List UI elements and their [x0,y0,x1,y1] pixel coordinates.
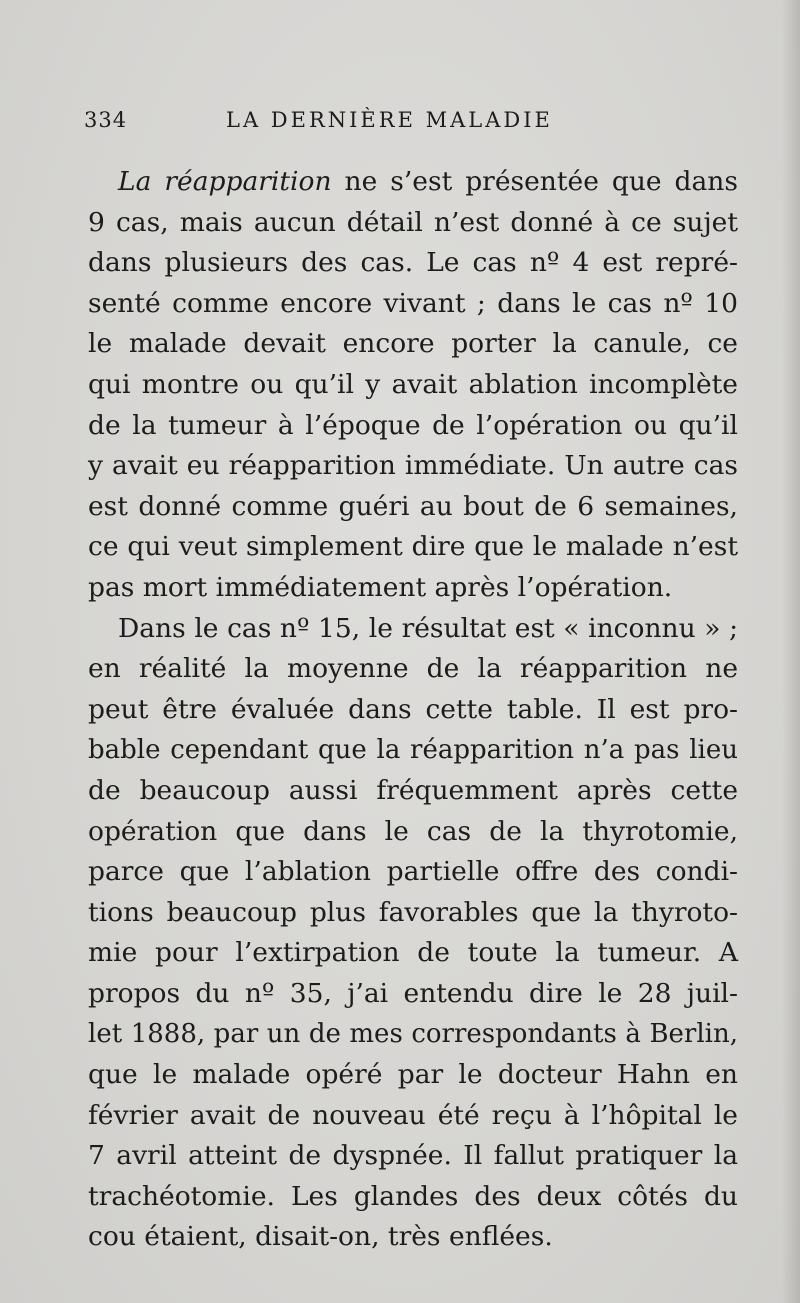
text-line: que le malade opéré par le docteur Hahn en [88,1059,738,1091]
text-line: parce que l’ablation partielle offre des condi- [88,856,738,888]
text-line: ce qui veut simplement dire que le malade n’est [88,531,738,563]
text-line: mie pour l’extirpation de toute la tumeur. A [88,937,738,969]
page-edge-shadow [782,0,800,1303]
text-line: trachéotomie. Les glandes des deux côtés du [88,1180,738,1212]
text-line: cou étaient, disait-on, très enflées. [88,1221,553,1253]
text-line: 9 cas, mais aucun détail n’est donné à ce sujet [88,206,738,238]
text-line: senté comme encore vivant ; dans le cas nº 10 [88,287,738,319]
text-line: de beaucoup aussi fréquemment après cette [88,774,738,806]
text-line: le malade devait encore porter la canule, ce [88,328,738,360]
text-line [88,162,738,203]
text-line: y avait eu réapparition immédiate. Un autre cas [88,450,738,482]
running-head-title: LA DERNIÈRE MALADIE [226,108,553,132]
line-rest: ne s’est présentée que dans [331,166,738,197]
running-head [84,108,604,138]
text-line: 7 avril atteint de dyspnée. Il fallut pratiquer la [88,1140,738,1172]
text-line: bable cependant que la réapparition n’a pas lieu [88,735,738,766]
text-line: opération que dans le cas de la thyrotomie, [88,815,738,847]
text-line: pas mort immédiatement après l’opération. [88,571,673,603]
text-line: let 1888, par un de mes correspondants à Berlin, [88,1019,738,1050]
italic-phrase: La réapparition [118,166,332,197]
text-line: de la tumeur à l’époque de l’opération ou qu’il [88,409,738,441]
text-line: est donné comme guéri au bout de 6 semaines, [88,490,738,522]
text-line: tions beaucoup plus favorables que la thyroto- [88,896,738,928]
text-line: en réalité la moyenne de la réapparition ne [88,653,738,685]
text-line: propos du nº 35, j’ai entendu dire le 28 juil- [88,977,738,1009]
page-number: 334 [84,108,128,132]
text-line: Dans le cas nº 15, le résultat est « inconnu » ; [118,612,738,644]
paragraph-2 [88,609,738,1259]
text-line: février avait de nouveau été reçu à l’hôpital le [88,1099,738,1131]
text-line: dans plusieurs des cas. Le cas nº 4 est repré- [88,247,738,279]
text-line: qui montre ou qu’il y avait ablation incomplète [88,368,738,400]
paragraph-1 [88,162,738,609]
body-text [88,162,738,1258]
text-line: peut être évaluée dans cette table. Il est pro- [88,693,738,725]
